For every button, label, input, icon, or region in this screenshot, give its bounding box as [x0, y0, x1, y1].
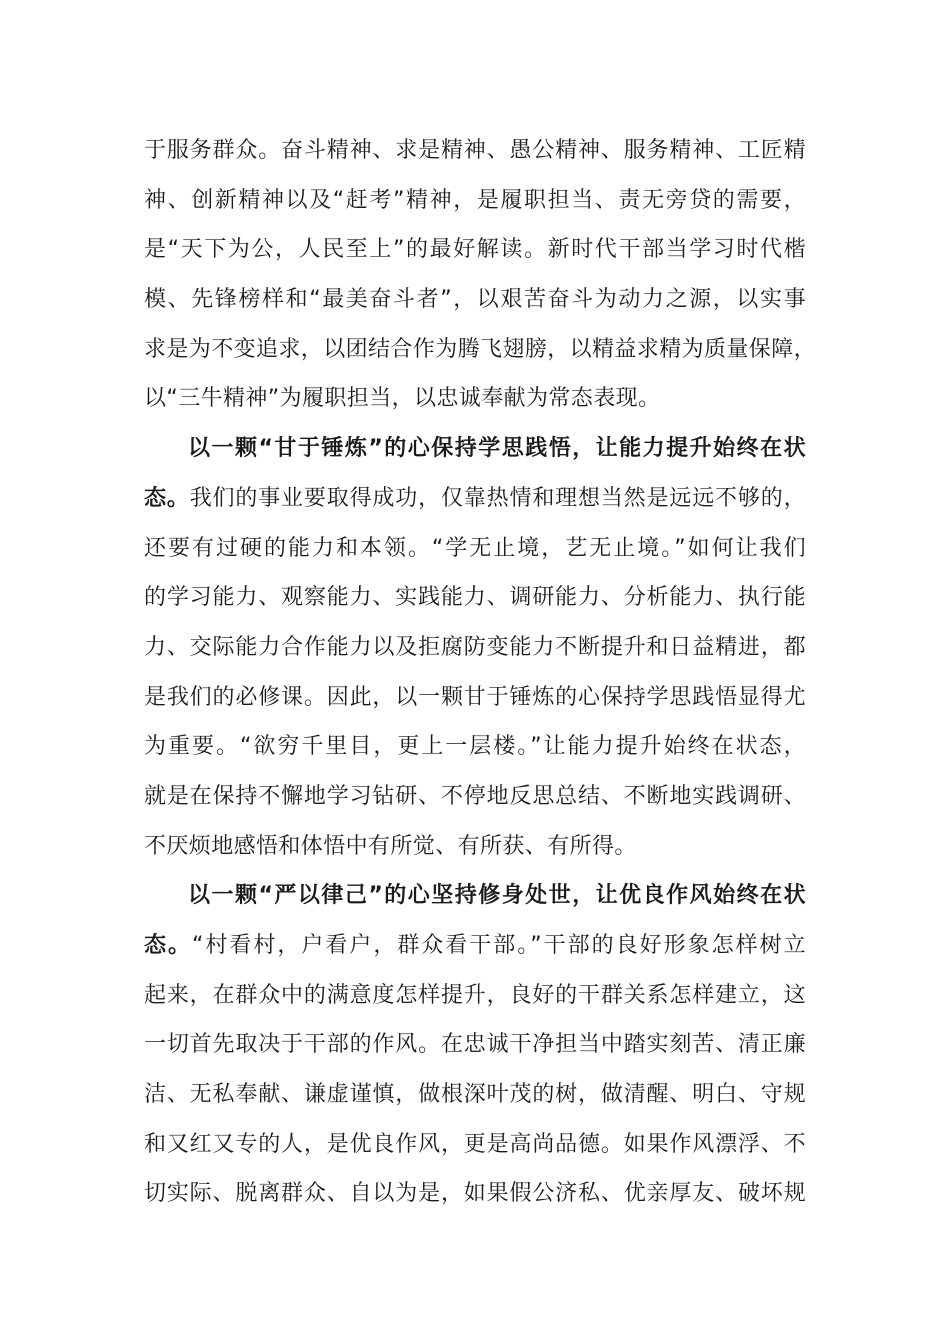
- paragraph-heading: 态。: [144, 933, 192, 958]
- line-text: 的学习能力、观察能力、实践能力、调研能力、分析能力、执行能: [144, 585, 806, 611]
- text-line: [144, 126, 806, 176]
- document-page: [144, 126, 817, 1219]
- line-text: 就是在保持不懈地学习钻研、不停地反思总结、不断地实践调研、: [144, 783, 806, 809]
- line-text: 切实际、脱离群众、自以为是，如果假公济私、优亲厚友、破坏规: [144, 1181, 806, 1207]
- text-line: [144, 971, 806, 1021]
- text-line: [144, 1169, 806, 1219]
- line-text: 于服务群众。奋斗精神、求是精神、愚公精神、服务精神、工匠精: [144, 138, 806, 163]
- line-text: “村看村，户看户，群众看干部。”干部的良好形象怎样树立: [191, 933, 806, 958]
- line-text: 我们的事业要取得成功，仅靠热情和理想当然是远远不够的，: [189, 485, 806, 511]
- text-line: [144, 623, 806, 673]
- paragraph: [144, 126, 817, 424]
- line-text: 是“天下为公，人民至上”的最好解读。新时代干部当学习时代楷: [144, 237, 806, 263]
- paragraph-heading: 以一颗“严以律己”的心坚持修身处世，让优良作风始终在状: [188, 883, 806, 909]
- line-text: 模、先锋榜样和“最美奋斗者”，以艰苦奋斗为动力之源，以实事: [144, 287, 806, 313]
- text-line: [144, 374, 806, 424]
- line-text: 为重要。“欲穷千里目，更上一层楼。”让能力提升始终在状态，: [144, 734, 806, 760]
- text-line: [144, 1120, 806, 1170]
- line-text: 一切首先取决于干部的作风。在忠诚干净担当中踏实刻苦、清正廉: [144, 1032, 806, 1058]
- paragraph: [144, 424, 806, 871]
- text-line: [144, 176, 806, 226]
- text-line: [144, 1070, 806, 1120]
- text-line: [144, 673, 806, 723]
- line-text: 洁、无私奉献、谦虚谨慎，做根深叶茂的树，做清醒、明白、守规: [144, 1082, 806, 1108]
- line-text: 是我们的必修课。因此，以一颗甘于锤炼的心保持学思践悟显得尤: [144, 684, 806, 710]
- text-line: [144, 722, 806, 772]
- paragraph-heading: 态。: [144, 485, 190, 511]
- line-text: 求是为不变追求，以团结合作为腾飞翅膀，以精益求精为质量保障，: [144, 336, 817, 362]
- line-text: 还要有过硬的能力和本领。“学无止境，艺无止境。”如何让我们: [144, 535, 806, 561]
- paragraph-heading: 以一颗“甘于锤炼”的心保持学思践悟，让能力提升始终在状: [188, 436, 806, 462]
- line-text: 不厌烦地感悟和体悟中有所觉、有所获、有所得。: [144, 833, 637, 859]
- text-line: [144, 573, 806, 623]
- text-line: [144, 524, 806, 574]
- text-line: [144, 424, 806, 474]
- line-text: 和又红又专的人，是优良作风，更是高尚品德。如果作风漂浮、不: [144, 1131, 806, 1157]
- text-line: [144, 772, 806, 822]
- text-line: [144, 275, 806, 325]
- text-line: [144, 225, 806, 275]
- text-line: [144, 325, 817, 375]
- text-line: [144, 1020, 806, 1070]
- line-text: 神、创新精神以及“赶考”精神，是履职担当、责无旁贷的需要，: [144, 187, 806, 213]
- paragraph: [144, 871, 806, 1219]
- text-line: [144, 871, 806, 921]
- line-text: 起来，在群众中的满意度怎样提升，良好的干群关系怎样建立，这: [144, 982, 806, 1008]
- text-line: [144, 921, 806, 971]
- text-line: [144, 474, 806, 524]
- text-line: [144, 822, 806, 872]
- line-text: 力、交际能力合作能力以及拒腐防变能力不断提升和日益精进，都: [144, 634, 806, 660]
- line-text: 以“三牛精神”为履职担当，以忠诚奉献为常态表现。: [144, 386, 661, 412]
